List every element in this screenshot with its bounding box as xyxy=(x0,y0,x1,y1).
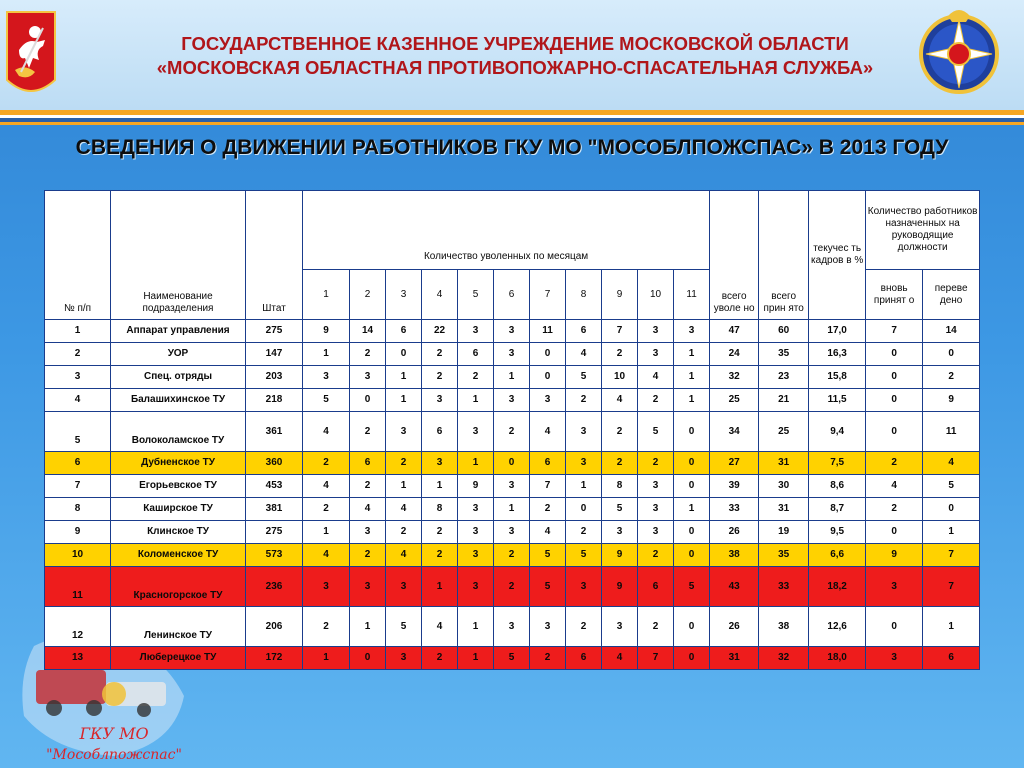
cell-name: Ленинское ТУ xyxy=(111,607,246,647)
cell-month-9: 2 xyxy=(602,452,638,475)
cell-total-fired: 34 xyxy=(710,412,759,452)
cell-appointed-new: 0 xyxy=(866,389,923,412)
cell-month-7: 11 xyxy=(530,320,566,343)
cell-month-3: 2 xyxy=(386,521,422,544)
cell-month-1: 2 xyxy=(303,498,350,521)
cell-month-10: 2 xyxy=(638,607,674,647)
cell-month-6: 3 xyxy=(494,607,530,647)
cell-month-10: 2 xyxy=(638,452,674,475)
table-row xyxy=(45,366,980,389)
cell-month-8: 0 xyxy=(566,498,602,521)
cell-month-3: 4 xyxy=(386,544,422,567)
cell-month-3: 3 xyxy=(386,412,422,452)
cell-total-hired: 25 xyxy=(759,412,809,452)
cell-num: 5 xyxy=(45,412,111,452)
cell-num: 1 xyxy=(45,320,111,343)
header-fired-by-month: Количество уволенных по месяцам xyxy=(303,191,710,270)
cell-month-3: 1 xyxy=(386,475,422,498)
cell-turnover: 11,5 xyxy=(809,389,866,412)
cell-month-8: 3 xyxy=(566,412,602,452)
cell-month-3: 1 xyxy=(386,366,422,389)
cell-appointed-new: 7 xyxy=(866,320,923,343)
cell-name: Балашихинское ТУ xyxy=(111,389,246,412)
cell-turnover: 9,4 xyxy=(809,412,866,452)
table-row xyxy=(45,475,980,498)
cell-month-9: 4 xyxy=(602,389,638,412)
cell-month-11: 3 xyxy=(674,320,710,343)
header-month-10: 10 xyxy=(638,270,674,320)
header-month-5: 5 xyxy=(458,270,494,320)
cell-turnover: 12,6 xyxy=(809,607,866,647)
cell-month-11: 0 xyxy=(674,475,710,498)
cell-month-6: 3 xyxy=(494,343,530,366)
cell-name: Волоколамское ТУ xyxy=(111,412,246,452)
cell-month-3: 5 xyxy=(386,607,422,647)
table-row xyxy=(45,320,980,343)
cell-appointed-transferred: 14 xyxy=(923,320,980,343)
cell-appointed-new: 3 xyxy=(866,647,923,670)
cell-appointed-transferred: 1 xyxy=(923,607,980,647)
cell-total-hired: 32 xyxy=(759,647,809,670)
cell-total-fired: 33 xyxy=(710,498,759,521)
cell-month-6: 3 xyxy=(494,521,530,544)
cell-month-1: 4 xyxy=(303,544,350,567)
cell-month-5: 3 xyxy=(458,320,494,343)
cell-month-2: 2 xyxy=(350,412,386,452)
cell-month-9: 2 xyxy=(602,343,638,366)
cell-month-2: 6 xyxy=(350,452,386,475)
cell-total-hired: 60 xyxy=(759,320,809,343)
cell-appointed-new: 0 xyxy=(866,521,923,544)
cell-appointed-transferred: 7 xyxy=(923,544,980,567)
cell-num: 10 xyxy=(45,544,111,567)
cell-month-3: 6 xyxy=(386,320,422,343)
cell-appointed-new: 0 xyxy=(866,412,923,452)
cell-month-4: 3 xyxy=(422,452,458,475)
cell-name: Клинское ТУ xyxy=(111,521,246,544)
cell-month-1: 5 xyxy=(303,389,350,412)
cell-turnover: 9,5 xyxy=(809,521,866,544)
cell-month-11: 1 xyxy=(674,389,710,412)
cell-appointed-transferred: 5 xyxy=(923,475,980,498)
cell-month-7: 6 xyxy=(530,452,566,475)
table-row xyxy=(45,343,980,366)
cell-month-2: 2 xyxy=(350,475,386,498)
cell-month-11: 0 xyxy=(674,607,710,647)
cell-staff: 453 xyxy=(246,475,303,498)
header-month-1: 1 xyxy=(303,270,350,320)
header-appointed-new: вновь принят о xyxy=(866,270,923,320)
header-total-fired: всего уволе но xyxy=(710,191,759,320)
cell-month-8: 5 xyxy=(566,366,602,389)
cell-month-2: 0 xyxy=(350,389,386,412)
table-row xyxy=(45,607,980,647)
cell-month-4: 6 xyxy=(422,412,458,452)
cell-month-10: 3 xyxy=(638,475,674,498)
cell-staff: 275 xyxy=(246,521,303,544)
cell-month-8: 6 xyxy=(566,320,602,343)
cell-appointed-new: 3 xyxy=(866,567,923,607)
cell-month-1: 4 xyxy=(303,412,350,452)
cell-month-4: 8 xyxy=(422,498,458,521)
cell-turnover: 16,3 xyxy=(809,343,866,366)
cell-total-fired: 25 xyxy=(710,389,759,412)
cell-month-11: 0 xyxy=(674,544,710,567)
cell-month-10: 7 xyxy=(638,647,674,670)
watermark-text-2: "Мособлпожспас" xyxy=(46,747,182,763)
cell-month-7: 0 xyxy=(530,366,566,389)
cell-month-5: 3 xyxy=(458,521,494,544)
cell-month-9: 8 xyxy=(602,475,638,498)
cell-month-11: 1 xyxy=(674,366,710,389)
cell-month-3: 2 xyxy=(386,452,422,475)
cell-month-7: 2 xyxy=(530,647,566,670)
cell-total-fired: 26 xyxy=(710,607,759,647)
cell-month-9: 3 xyxy=(602,521,638,544)
cell-month-2: 3 xyxy=(350,567,386,607)
table-row xyxy=(45,498,980,521)
cell-month-1: 3 xyxy=(303,567,350,607)
header-month-3: 3 xyxy=(386,270,422,320)
header-appointed: Количество работников назначенных на руководящие должности xyxy=(866,191,980,270)
cell-month-2: 4 xyxy=(350,498,386,521)
cell-staff: 236 xyxy=(246,567,303,607)
cell-num: 7 xyxy=(45,475,111,498)
cell-month-4: 2 xyxy=(422,366,458,389)
cell-month-10: 3 xyxy=(638,320,674,343)
cell-month-6: 2 xyxy=(494,567,530,607)
cell-month-8: 3 xyxy=(566,452,602,475)
organization-title-line1: ГОСУДАРСТВЕННОЕ КАЗЕННОЕ УЧРЕЖДЕНИЕ МОСКОВСКОЙ ОБЛАСТИ xyxy=(181,33,849,54)
cell-appointed-new: 0 xyxy=(866,607,923,647)
cell-month-6: 2 xyxy=(494,412,530,452)
cell-total-hired: 38 xyxy=(759,607,809,647)
header-staff: Штат xyxy=(246,191,303,320)
cell-month-7: 7 xyxy=(530,475,566,498)
cell-appointed-new: 2 xyxy=(866,498,923,521)
header-turnover: текучес ть кадров в % xyxy=(809,191,866,320)
cell-num: 13 xyxy=(45,647,111,670)
cell-total-fired: 27 xyxy=(710,452,759,475)
cell-month-7: 4 xyxy=(530,521,566,544)
cell-total-hired: 31 xyxy=(759,498,809,521)
cell-month-3: 0 xyxy=(386,343,422,366)
header-name: Наименование подразделения xyxy=(111,191,246,320)
cell-month-6: 1 xyxy=(494,366,530,389)
cell-month-2: 1 xyxy=(350,607,386,647)
cell-month-11: 0 xyxy=(674,452,710,475)
cell-appointed-transferred: 9 xyxy=(923,389,980,412)
cell-month-3: 1 xyxy=(386,389,422,412)
cell-month-5: 1 xyxy=(458,389,494,412)
cell-month-8: 2 xyxy=(566,521,602,544)
cell-name: Коломенское ТУ xyxy=(111,544,246,567)
cell-num: 3 xyxy=(45,366,111,389)
cell-turnover: 7,5 xyxy=(809,452,866,475)
cell-month-1: 3 xyxy=(303,366,350,389)
cell-appointed-transferred: 11 xyxy=(923,412,980,452)
cell-month-2: 2 xyxy=(350,343,386,366)
cell-turnover: 15,8 xyxy=(809,366,866,389)
cell-month-1: 1 xyxy=(303,343,350,366)
cell-month-5: 1 xyxy=(458,452,494,475)
header-appointed-transferred: переве дено xyxy=(923,270,980,320)
cell-turnover: 6,6 xyxy=(809,544,866,567)
cell-total-hired: 35 xyxy=(759,343,809,366)
cell-month-7: 2 xyxy=(530,498,566,521)
cell-month-9: 9 xyxy=(602,544,638,567)
header-month-6: 6 xyxy=(494,270,530,320)
cell-month-1: 2 xyxy=(303,452,350,475)
table-row xyxy=(45,412,980,452)
cell-month-7: 3 xyxy=(530,389,566,412)
cell-month-7: 0 xyxy=(530,343,566,366)
cell-month-10: 3 xyxy=(638,343,674,366)
cell-month-4: 2 xyxy=(422,521,458,544)
cell-name: Егорьевское ТУ xyxy=(111,475,246,498)
cell-num: 2 xyxy=(45,343,111,366)
header-month-11: 11 xyxy=(674,270,710,320)
cell-total-fired: 43 xyxy=(710,567,759,607)
cell-month-11: 0 xyxy=(674,412,710,452)
cell-total-hired: 21 xyxy=(759,389,809,412)
page-title: СВЕДЕНИЯ О ДВИЖЕНИИ РАБОТНИКОВ ГКУ МО "МОСОБЛПОЖСПАС» В 2013 ГОДУ xyxy=(75,136,949,159)
cell-month-4: 2 xyxy=(422,544,458,567)
table-row xyxy=(45,647,980,670)
cell-month-11: 5 xyxy=(674,567,710,607)
cell-month-2: 3 xyxy=(350,366,386,389)
cell-appointed-transferred: 6 xyxy=(923,647,980,670)
cell-total-fired: 32 xyxy=(710,366,759,389)
cell-month-11: 1 xyxy=(674,343,710,366)
cell-appointed-transferred: 4 xyxy=(923,452,980,475)
cell-appointed-transferred: 0 xyxy=(923,498,980,521)
header-month-2: 2 xyxy=(350,270,386,320)
cell-staff: 360 xyxy=(246,452,303,475)
cell-month-3: 3 xyxy=(386,567,422,607)
cell-month-7: 5 xyxy=(530,567,566,607)
cell-total-fired: 24 xyxy=(710,343,759,366)
cell-month-9: 2 xyxy=(602,412,638,452)
cell-month-6: 3 xyxy=(494,475,530,498)
cell-total-fired: 26 xyxy=(710,521,759,544)
cell-num: 11 xyxy=(45,567,111,607)
header-stripe-orange-2 xyxy=(0,122,1024,125)
cell-appointed-new: 9 xyxy=(866,544,923,567)
cell-month-9: 4 xyxy=(602,647,638,670)
cell-month-4: 1 xyxy=(422,475,458,498)
watermark-text-1: ГКУ МО xyxy=(79,724,149,743)
header-total-hired: всего прин ято xyxy=(759,191,809,320)
cell-month-8: 6 xyxy=(566,647,602,670)
cell-num: 9 xyxy=(45,521,111,544)
cell-month-5: 3 xyxy=(458,412,494,452)
cell-num: 4 xyxy=(45,389,111,412)
cell-appointed-transferred: 2 xyxy=(923,366,980,389)
cell-appointed-new: 4 xyxy=(866,475,923,498)
cell-month-2: 2 xyxy=(350,544,386,567)
cell-total-fired: 39 xyxy=(710,475,759,498)
cell-month-5: 9 xyxy=(458,475,494,498)
cell-appointed-transferred: 1 xyxy=(923,521,980,544)
cell-staff: 361 xyxy=(246,412,303,452)
cell-month-1: 4 xyxy=(303,475,350,498)
cell-staff: 206 xyxy=(246,607,303,647)
header-month-9: 9 xyxy=(602,270,638,320)
cell-staff: 203 xyxy=(246,366,303,389)
cell-name: УОР xyxy=(111,343,246,366)
cell-month-6: 1 xyxy=(494,498,530,521)
cell-month-3: 3 xyxy=(386,647,422,670)
cell-month-10: 2 xyxy=(638,389,674,412)
cell-month-10: 3 xyxy=(638,498,674,521)
cell-num: 8 xyxy=(45,498,111,521)
cell-appointed-transferred: 0 xyxy=(923,343,980,366)
table-row xyxy=(45,521,980,544)
cell-total-hired: 33 xyxy=(759,567,809,607)
cell-staff: 573 xyxy=(246,544,303,567)
cell-month-2: 0 xyxy=(350,647,386,670)
cell-total-hired: 35 xyxy=(759,544,809,567)
cell-month-5: 1 xyxy=(458,607,494,647)
cell-appointed-new: 0 xyxy=(866,343,923,366)
header-num: № п/п xyxy=(45,191,111,320)
cell-month-8: 2 xyxy=(566,389,602,412)
cell-month-10: 5 xyxy=(638,412,674,452)
cell-month-8: 4 xyxy=(566,343,602,366)
cell-month-11: 0 xyxy=(674,647,710,670)
cell-month-6: 3 xyxy=(494,320,530,343)
cell-month-9: 5 xyxy=(602,498,638,521)
table-row xyxy=(45,567,980,607)
cell-month-7: 5 xyxy=(530,544,566,567)
table-row xyxy=(45,452,980,475)
cell-total-hired: 19 xyxy=(759,521,809,544)
cell-month-7: 3 xyxy=(530,607,566,647)
cell-month-4: 22 xyxy=(422,320,458,343)
cell-month-4: 3 xyxy=(422,389,458,412)
cell-name: Каширское ТУ xyxy=(111,498,246,521)
cell-month-1: 2 xyxy=(303,607,350,647)
cell-month-2: 3 xyxy=(350,521,386,544)
cell-appointed-new: 0 xyxy=(866,366,923,389)
cell-month-8: 3 xyxy=(566,567,602,607)
cell-total-fired: 47 xyxy=(710,320,759,343)
cell-month-5: 3 xyxy=(458,567,494,607)
cell-month-5: 2 xyxy=(458,366,494,389)
cell-total-hired: 23 xyxy=(759,366,809,389)
header-band xyxy=(0,0,1024,110)
staff-movement-table xyxy=(44,190,980,670)
cell-month-4: 2 xyxy=(422,343,458,366)
cell-month-2: 14 xyxy=(350,320,386,343)
cell-month-9: 3 xyxy=(602,607,638,647)
cell-total-fired: 31 xyxy=(710,647,759,670)
cell-num: 6 xyxy=(45,452,111,475)
cell-month-3: 4 xyxy=(386,498,422,521)
cell-month-8: 1 xyxy=(566,475,602,498)
cell-month-11: 1 xyxy=(674,498,710,521)
cell-month-4: 4 xyxy=(422,607,458,647)
cell-month-10: 6 xyxy=(638,567,674,607)
cell-appointed-new: 2 xyxy=(866,452,923,475)
cell-month-5: 3 xyxy=(458,498,494,521)
cell-month-7: 4 xyxy=(530,412,566,452)
header-month-4: 4 xyxy=(422,270,458,320)
cell-month-6: 5 xyxy=(494,647,530,670)
cell-staff: 218 xyxy=(246,389,303,412)
cell-month-1: 9 xyxy=(303,320,350,343)
cell-month-9: 10 xyxy=(602,366,638,389)
cell-month-8: 2 xyxy=(566,607,602,647)
cell-num: 12 xyxy=(45,607,111,647)
cell-total-fired: 38 xyxy=(710,544,759,567)
organization-title-line2: «МОСКОВСКАЯ ОБЛАСТНАЯ ПРОТИВОПОЖАРНО-СПАСАТЕЛЬНАЯ СЛУЖБА» xyxy=(156,57,874,78)
cell-month-10: 2 xyxy=(638,544,674,567)
cell-month-8: 5 xyxy=(566,544,602,567)
cell-turnover: 8,6 xyxy=(809,475,866,498)
cell-name: Люберецкое ТУ xyxy=(111,647,246,670)
cell-staff: 147 xyxy=(246,343,303,366)
table-row xyxy=(45,544,980,567)
fire-rescue-emblem-logo xyxy=(918,2,1000,102)
cell-staff: 275 xyxy=(246,320,303,343)
cell-month-11: 0 xyxy=(674,521,710,544)
cell-month-10: 3 xyxy=(638,521,674,544)
cell-turnover: 17,0 xyxy=(809,320,866,343)
cell-staff: 172 xyxy=(246,647,303,670)
cell-month-5: 1 xyxy=(458,647,494,670)
cell-turnover: 18,0 xyxy=(809,647,866,670)
cell-name: Аппарат управления xyxy=(111,320,246,343)
cell-staff: 381 xyxy=(246,498,303,521)
cell-month-5: 3 xyxy=(458,544,494,567)
cell-month-4: 1 xyxy=(422,567,458,607)
cell-month-9: 9 xyxy=(602,567,638,607)
cell-total-hired: 30 xyxy=(759,475,809,498)
cell-turnover: 18,2 xyxy=(809,567,866,607)
cell-month-6: 3 xyxy=(494,389,530,412)
organization-title xyxy=(95,32,935,80)
cell-appointed-transferred: 7 xyxy=(923,567,980,607)
cell-month-10: 4 xyxy=(638,366,674,389)
cell-month-6: 0 xyxy=(494,452,530,475)
cell-month-1: 1 xyxy=(303,647,350,670)
cell-name: Дубненское ТУ xyxy=(111,452,246,475)
cell-turnover: 8,7 xyxy=(809,498,866,521)
header-month-8: 8 xyxy=(566,270,602,320)
cell-total-hired: 31 xyxy=(759,452,809,475)
cell-month-6: 2 xyxy=(494,544,530,567)
cell-month-9: 7 xyxy=(602,320,638,343)
cell-month-5: 6 xyxy=(458,343,494,366)
cell-month-1: 1 xyxy=(303,521,350,544)
header-month-7: 7 xyxy=(530,270,566,320)
cell-month-4: 2 xyxy=(422,647,458,670)
cell-name: Спец. отряды xyxy=(111,366,246,389)
table-row xyxy=(45,389,980,412)
coat-of-arms-logo xyxy=(5,10,57,102)
cell-name: Красногорское ТУ xyxy=(111,567,246,607)
